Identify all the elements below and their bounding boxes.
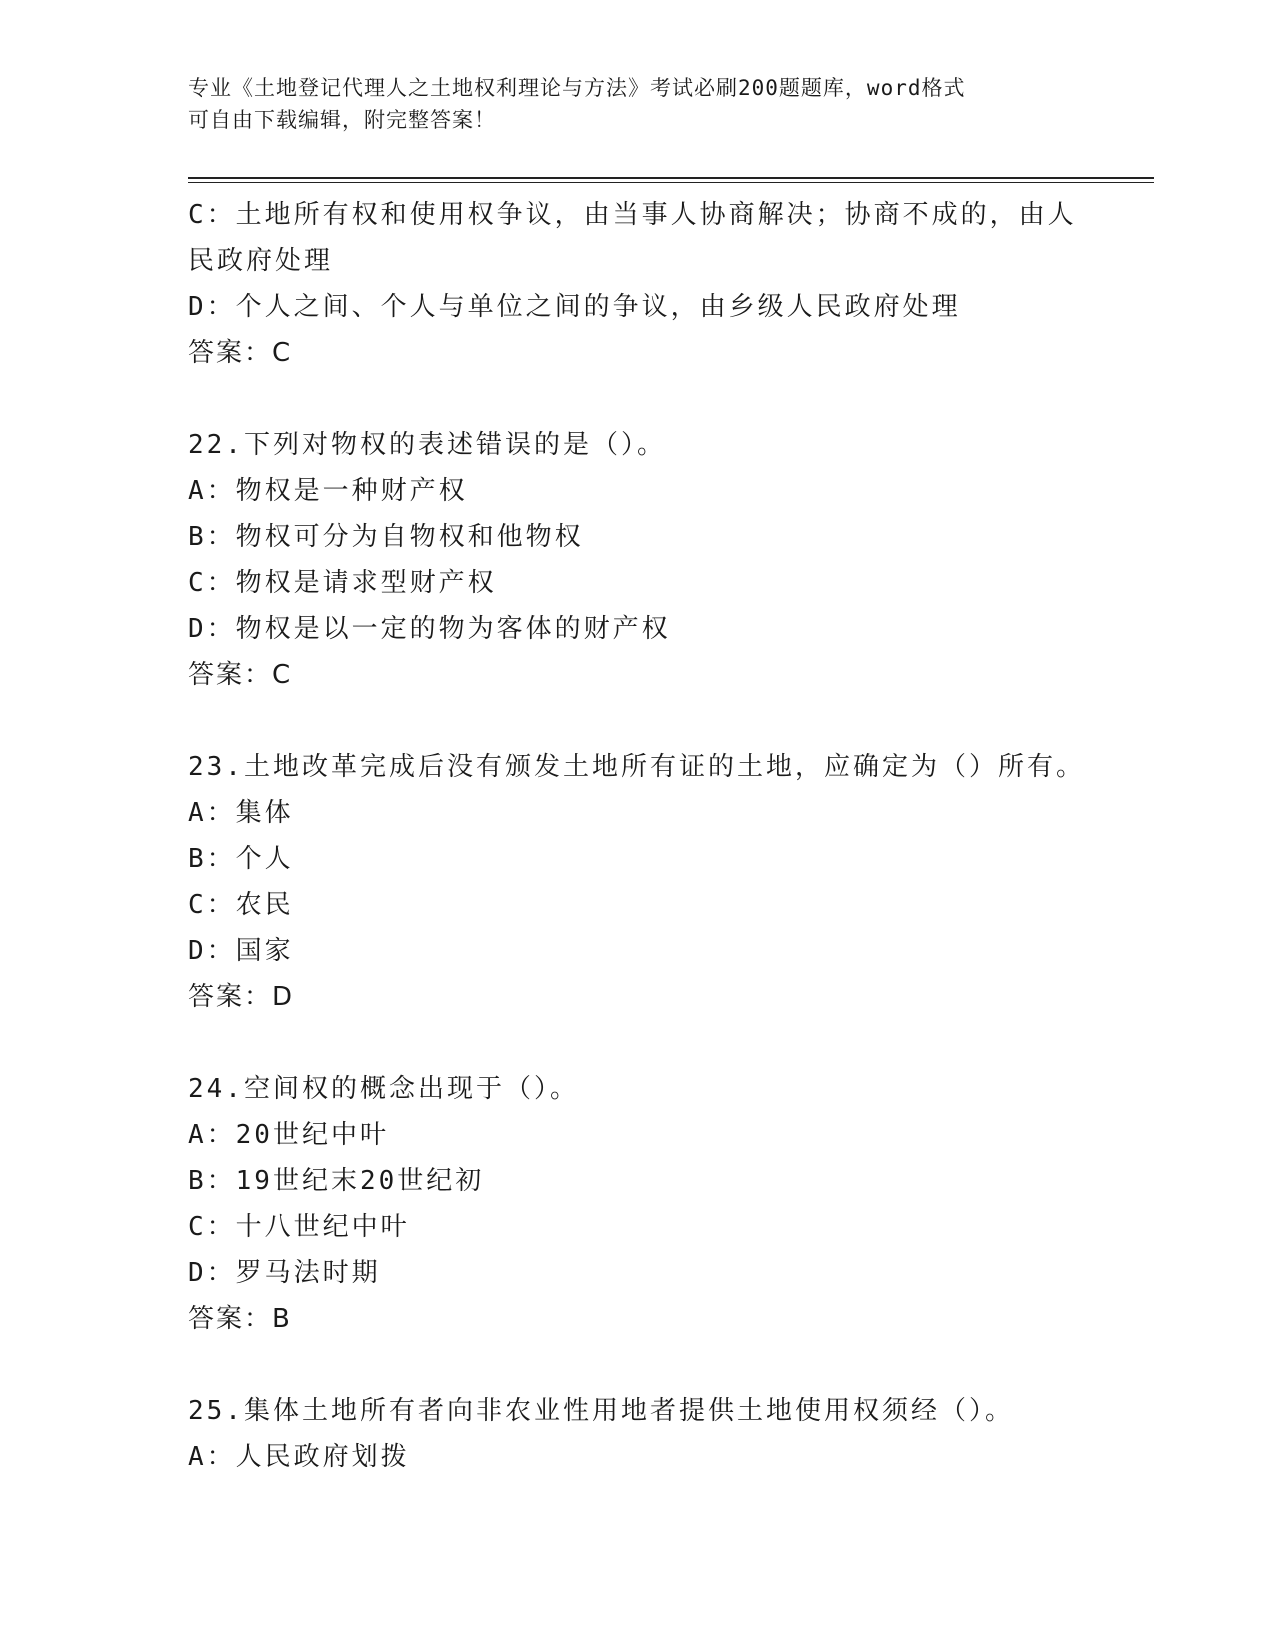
option-d: D：个人之间、个人与单位之间的争议，由乡级人民政府处理	[188, 292, 961, 322]
header-title-line-2: 可自由下载编辑，附完整答案！	[188, 108, 496, 132]
question-25	[188, 1388, 1088, 1480]
option-a: A：集体	[188, 798, 294, 828]
option-b: B：19世纪末20世纪初	[188, 1166, 485, 1196]
option-d: D：罗马法时期	[188, 1258, 381, 1288]
question-stem: 22.下列对物权的表述错误的是（）。	[188, 430, 666, 460]
question-21-continuation	[188, 192, 1088, 376]
document-header	[188, 72, 1088, 136]
question-stem: 25.集体土地所有者向非农业性用地者提供土地使用权须经（）。	[188, 1396, 1014, 1426]
option-a: A：人民政府划拨	[188, 1442, 410, 1472]
option-d: D：国家	[188, 936, 294, 966]
header-divider-thick	[188, 177, 1154, 179]
option-c-continued: 民政府处理	[188, 246, 334, 276]
option-c: C：十八世纪中叶	[188, 1212, 410, 1242]
answer-line: 答案：C	[188, 660, 293, 690]
question-22	[188, 422, 1088, 698]
answer-line: 答案：C	[188, 338, 293, 368]
option-b: B：个人	[188, 844, 294, 874]
option-c: C：土地所有权和使用权争议，由当事人协商解决；协商不成的，由人	[188, 200, 1077, 230]
header-title-line-1: 专业《土地登记代理人之土地权利理论与方法》考试必刷200题题库，word格式	[188, 76, 966, 100]
option-c: C：物权是请求型财产权	[188, 568, 497, 598]
question-stem: 24.空间权的概念出现于（）。	[188, 1074, 579, 1104]
answer-line: 答案：B	[188, 1304, 292, 1334]
option-a: A：物权是一种财产权	[188, 476, 468, 506]
question-stem: 23.土地改革完成后没有颁发土地所有证的土地，应确定为（）所有。	[188, 752, 1085, 782]
question-23	[188, 744, 1088, 1020]
option-d: D：物权是以一定的物为客体的财产权	[188, 614, 671, 644]
answer-line: 答案：D	[188, 982, 295, 1012]
option-a: A：20世纪中叶	[188, 1120, 389, 1150]
header-divider-thin	[188, 182, 1154, 183]
question-24	[188, 1066, 1088, 1342]
option-b: B：物权可分为自物权和他物权	[188, 522, 584, 552]
question-content	[188, 192, 1088, 1480]
option-c: C：农民	[188, 890, 294, 920]
